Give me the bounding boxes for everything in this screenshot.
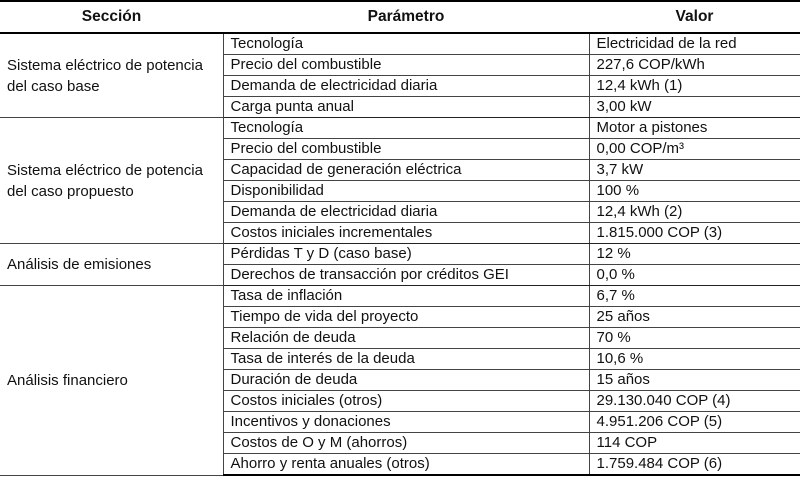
- parameter-cell: Tiempo de vida del proyecto: [223, 307, 589, 328]
- value-cell: 0,0 %: [589, 265, 800, 286]
- value-cell: 227,6 COP/kWh: [589, 55, 800, 76]
- parameter-cell: Precio del combustible: [223, 139, 589, 160]
- header-row: [0, 1, 800, 33]
- header-value: Valor: [589, 1, 800, 33]
- value-cell: 4.951.206 COP (5): [589, 412, 800, 433]
- section-cell: Análisis de emisiones: [0, 244, 223, 286]
- value-cell: Motor a pistones: [589, 118, 800, 139]
- value-cell: Electricidad de la red: [589, 33, 800, 55]
- value-cell: 6,7 %: [589, 286, 800, 307]
- value-cell: 1.759.484 COP (6): [589, 454, 800, 476]
- section-cell: Análisis financiero: [0, 286, 223, 476]
- parameter-cell: Duración de deuda: [223, 370, 589, 391]
- parameter-cell: Tasa de interés de la deuda: [223, 349, 589, 370]
- section-cell: Sistema eléctrico de potencia del caso base: [0, 33, 223, 118]
- parameter-cell: Costos iniciales incrementales: [223, 223, 589, 244]
- value-cell: 0,00 COP/m³: [589, 139, 800, 160]
- value-cell: 29.130.040 COP (4): [589, 391, 800, 412]
- parameter-cell: Relación de deuda: [223, 328, 589, 349]
- table-row: [0, 118, 800, 139]
- value-cell: 12,4 kWh (1): [589, 76, 800, 97]
- parameter-cell: Incentivos y donaciones: [223, 412, 589, 433]
- table-body: [0, 33, 800, 475]
- value-cell: 12 %: [589, 244, 800, 265]
- parameter-cell: Tecnología: [223, 33, 589, 55]
- value-cell: 25 años: [589, 307, 800, 328]
- value-cell: 3,7 kW: [589, 160, 800, 181]
- value-cell: 100 %: [589, 181, 800, 202]
- parameter-cell: Costos iniciales (otros): [223, 391, 589, 412]
- parameter-cell: Ahorro y renta anuales (otros): [223, 454, 589, 476]
- value-cell: 3,00 kW: [589, 97, 800, 118]
- parameter-cell: Pérdidas T y D (caso base): [223, 244, 589, 265]
- parameter-cell: Costos de O y M (ahorros): [223, 433, 589, 454]
- parameter-cell: Demanda de electricidad diaria: [223, 202, 589, 223]
- parameter-cell: Derechos de transacción por créditos GEI: [223, 265, 589, 286]
- parameter-cell: Carga punta anual: [223, 97, 589, 118]
- parameter-cell: Tecnología: [223, 118, 589, 139]
- table-row: [0, 33, 800, 55]
- table-header: [0, 1, 800, 33]
- header-section: Sección: [0, 1, 223, 33]
- value-cell: 1.815.000 COP (3): [589, 223, 800, 244]
- section-cell: Sistema eléctrico de potencia del caso propuesto: [0, 118, 223, 244]
- value-cell: 10,6 %: [589, 349, 800, 370]
- table-row: [0, 244, 800, 265]
- parameter-cell: Disponibilidad: [223, 181, 589, 202]
- value-cell: 114 COP: [589, 433, 800, 454]
- header-parameter: Parámetro: [223, 1, 589, 33]
- value-cell: 15 años: [589, 370, 800, 391]
- table-row: [0, 286, 800, 307]
- value-cell: 70 %: [589, 328, 800, 349]
- parameter-cell: Capacidad de generación eléctrica: [223, 160, 589, 181]
- parameter-cell: Precio del combustible: [223, 55, 589, 76]
- parameter-cell: Tasa de inflación: [223, 286, 589, 307]
- parameter-cell: Demanda de electricidad diaria: [223, 76, 589, 97]
- value-cell: 12,4 kWh (2): [589, 202, 800, 223]
